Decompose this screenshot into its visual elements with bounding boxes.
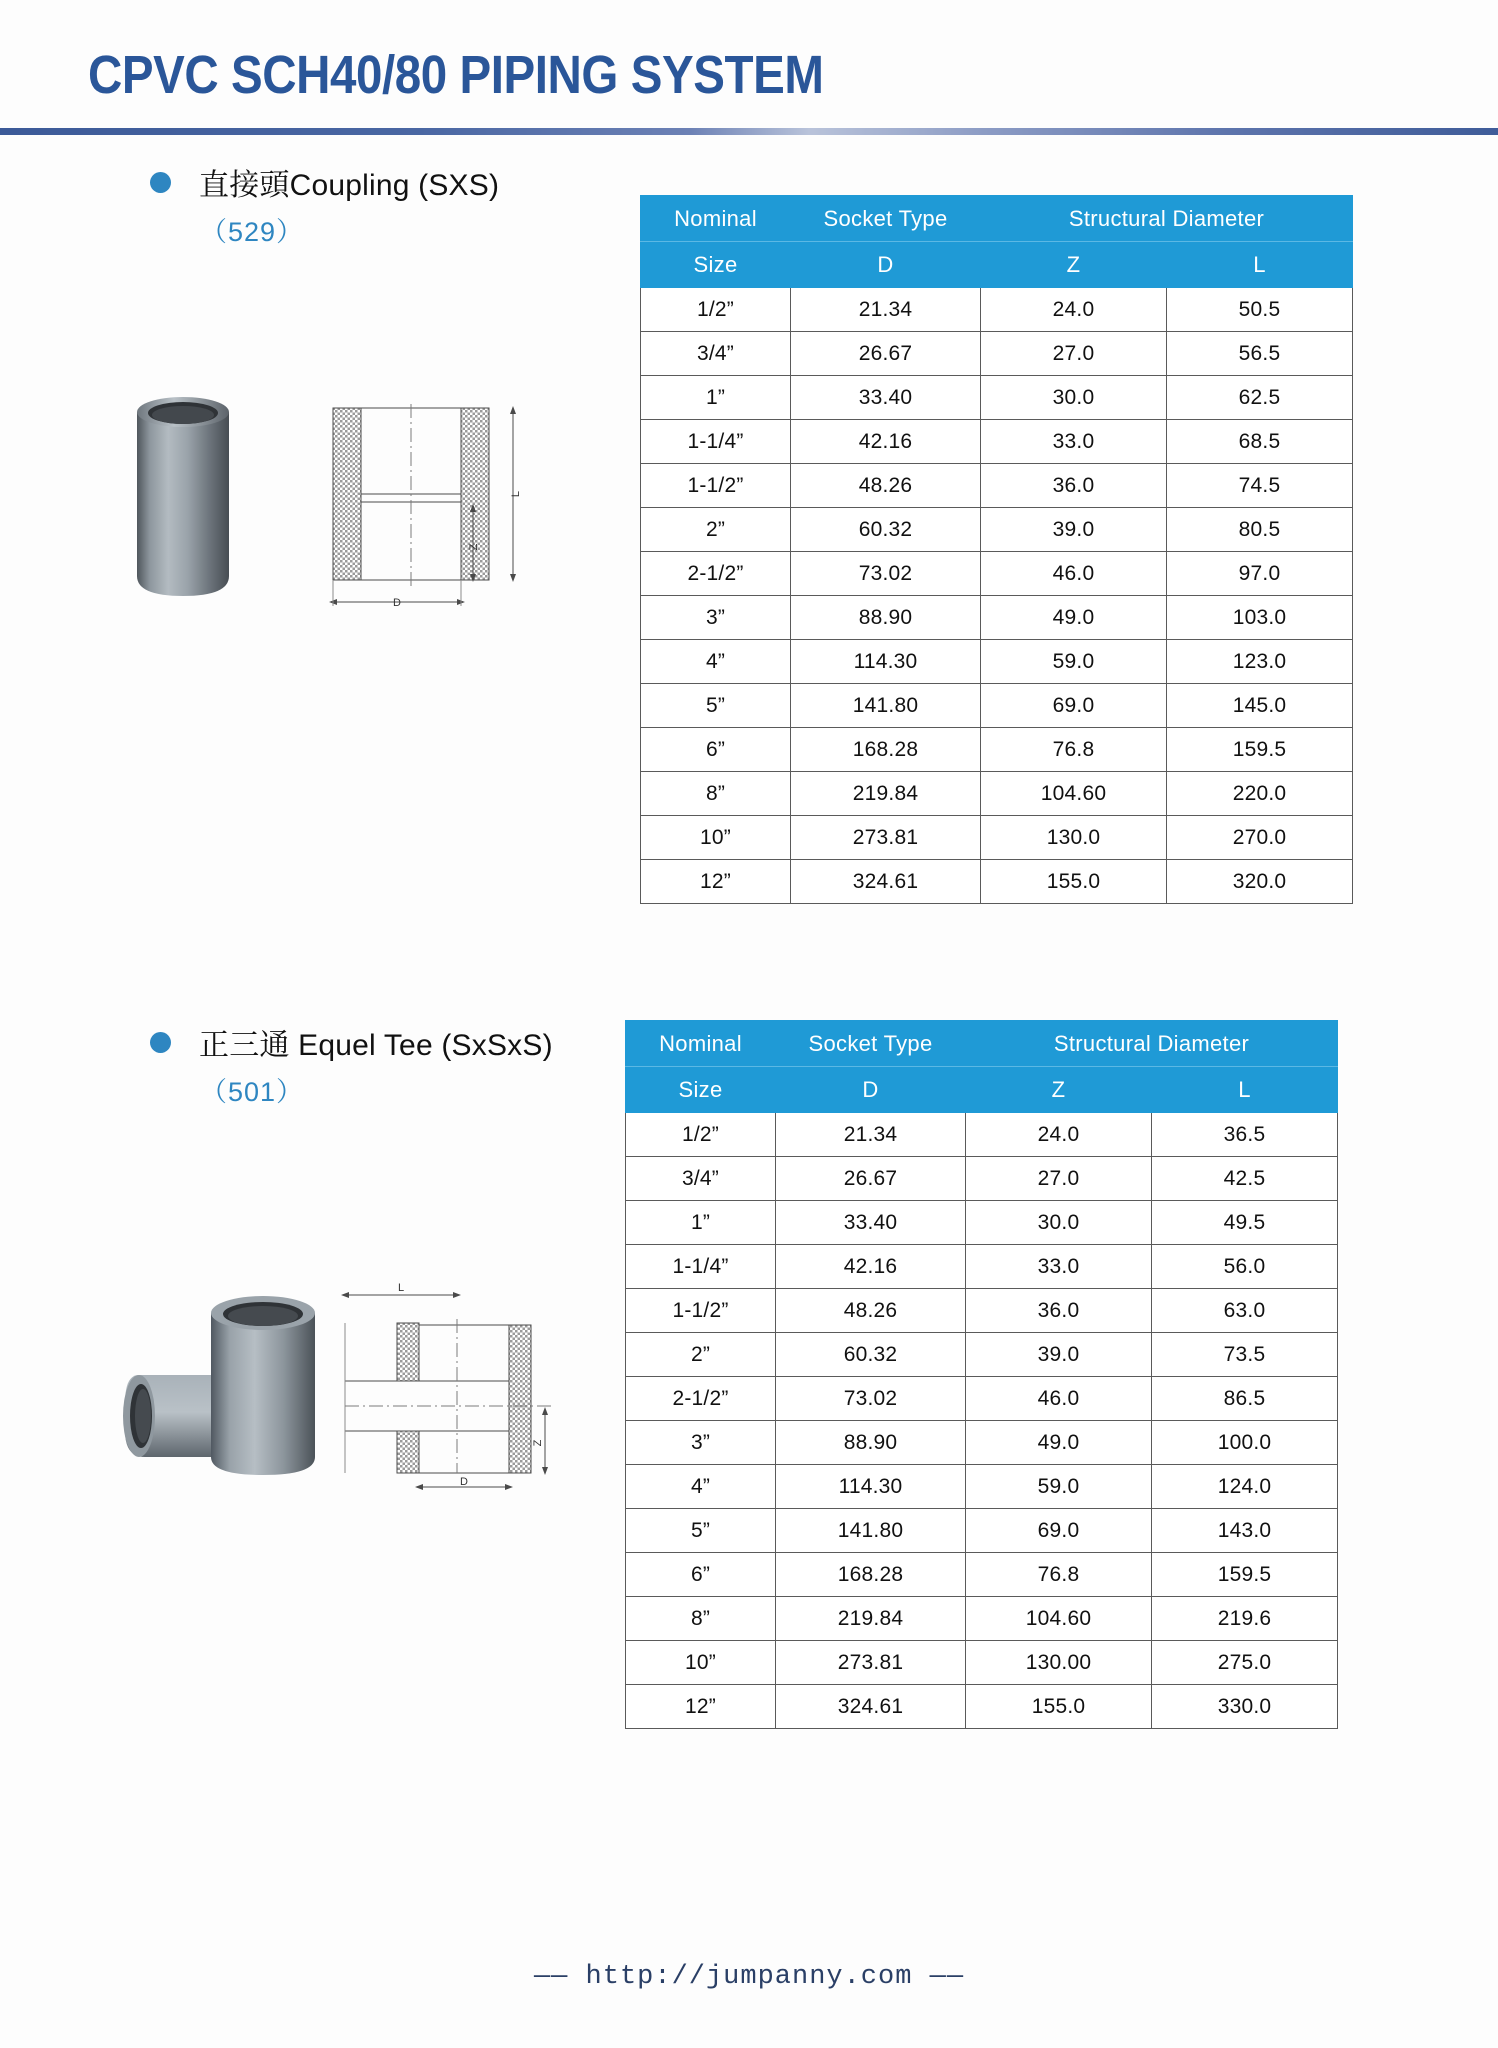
header-l: L <box>1167 242 1353 288</box>
cell-size: 12” <box>626 1685 776 1729</box>
cell-z: 76.8 <box>966 1553 1152 1597</box>
bullet-icon <box>150 1032 171 1053</box>
table-row <box>641 552 1353 596</box>
cell-l: 63.0 <box>1152 1289 1338 1333</box>
cell-d: 114.30 <box>791 640 981 684</box>
header-z: Z <box>966 1067 1152 1113</box>
cell-z: 30.0 <box>981 376 1167 420</box>
table-row <box>626 1553 1338 1597</box>
cell-d: 88.90 <box>791 596 981 640</box>
cell-l: 97.0 <box>1167 552 1353 596</box>
cell-d: 114.30 <box>776 1465 966 1509</box>
cell-d: 219.84 <box>776 1597 966 1641</box>
table-row <box>641 816 1353 860</box>
cell-z: 104.60 <box>966 1597 1152 1641</box>
drawing-label-d: D <box>393 597 401 609</box>
header-z: Z <box>981 242 1167 288</box>
cell-z: 30.0 <box>966 1201 1152 1245</box>
tee-photo <box>123 1296 315 1475</box>
table-header-sub-row <box>641 242 1353 288</box>
drawing-label-d: D <box>460 1476 468 1488</box>
table-row <box>641 420 1353 464</box>
cell-z: 69.0 <box>966 1509 1152 1553</box>
cell-l: 219.6 <box>1152 1597 1338 1641</box>
table-row <box>626 1289 1338 1333</box>
cell-d: 324.61 <box>776 1685 966 1729</box>
cell-size: 2” <box>626 1333 776 1377</box>
cell-l: 159.5 <box>1152 1553 1338 1597</box>
cell-l: 68.5 <box>1167 420 1353 464</box>
cell-size: 5” <box>641 684 791 728</box>
cell-d: 60.32 <box>776 1333 966 1377</box>
cell-z: 46.0 <box>966 1377 1152 1421</box>
cell-size: 1-1/4” <box>641 420 791 464</box>
table-row <box>626 1509 1338 1553</box>
cell-size: 1” <box>641 376 791 420</box>
section-product-code: （501） <box>200 1077 305 1107</box>
cell-l: 80.5 <box>1167 508 1353 552</box>
section-title-label: 正三通 Equel Tee (SxSxS) <box>199 1029 553 1062</box>
cell-size: 1” <box>626 1201 776 1245</box>
cell-d: 33.40 <box>791 376 981 420</box>
section-title-label: 直接頭Coupling (SXS) <box>199 169 500 202</box>
cell-z: 49.0 <box>981 596 1167 640</box>
cell-z: 39.0 <box>966 1333 1152 1377</box>
cell-l: 145.0 <box>1167 684 1353 728</box>
table-row <box>641 508 1353 552</box>
spec-table-coupling <box>640 195 1353 904</box>
spec-table-body <box>626 1113 1338 1729</box>
cell-z: 59.0 <box>981 640 1167 684</box>
table-row <box>626 1333 1338 1377</box>
footer-website-url: —— http://jumpanny.com —— <box>533 1962 965 1992</box>
cell-l: 143.0 <box>1152 1509 1338 1553</box>
cell-z: 59.0 <box>966 1465 1152 1509</box>
table-row <box>626 1113 1338 1157</box>
cell-size: 1-1/2” <box>641 464 791 508</box>
table-row <box>626 1245 1338 1289</box>
cell-size: 3/4” <box>641 332 791 376</box>
table-row <box>626 1685 1338 1729</box>
cell-size: 1-1/2” <box>626 1289 776 1333</box>
cell-size: 8” <box>626 1597 776 1641</box>
cell-l: 103.0 <box>1167 596 1353 640</box>
cell-z: 36.0 <box>966 1289 1152 1333</box>
cell-z: 24.0 <box>966 1113 1152 1157</box>
section-product-code: （529） <box>200 217 305 247</box>
cell-z: 46.0 <box>981 552 1167 596</box>
cell-l: 275.0 <box>1152 1641 1338 1685</box>
cell-size: 3” <box>626 1421 776 1465</box>
table-row <box>641 640 1353 684</box>
section-heading-coupling <box>150 160 499 204</box>
cell-d: 48.26 <box>791 464 981 508</box>
header-l: L <box>1152 1067 1338 1113</box>
cell-z: 33.0 <box>966 1245 1152 1289</box>
cell-size: 2” <box>641 508 791 552</box>
cell-d: 26.67 <box>776 1157 966 1201</box>
cell-z: 69.0 <box>981 684 1167 728</box>
coupling-illustration <box>115 390 555 620</box>
cell-l: 124.0 <box>1152 1465 1338 1509</box>
cell-d: 168.28 <box>791 728 981 772</box>
cell-d: 42.16 <box>791 420 981 464</box>
cell-z: 130.0 <box>981 816 1167 860</box>
cell-size: 6” <box>641 728 791 772</box>
cell-l: 50.5 <box>1167 288 1353 332</box>
header-socket: Socket Type <box>791 196 981 242</box>
cell-z: 155.0 <box>966 1685 1152 1729</box>
table-row <box>626 1465 1338 1509</box>
cell-l: 159.5 <box>1167 728 1353 772</box>
table-row <box>641 288 1353 332</box>
cell-l: 330.0 <box>1152 1685 1338 1729</box>
table-row <box>641 772 1353 816</box>
header-size: Size <box>626 1067 776 1113</box>
drawing-label-z: Z <box>468 543 480 551</box>
cell-z: 24.0 <box>981 288 1167 332</box>
header-d: D <box>791 242 981 288</box>
cell-l: 320.0 <box>1167 860 1353 904</box>
table-row <box>626 1641 1338 1685</box>
cell-d: 219.84 <box>791 772 981 816</box>
table-row <box>641 684 1353 728</box>
cell-l: 86.5 <box>1152 1377 1338 1421</box>
cell-d: 73.02 <box>791 552 981 596</box>
cell-d: 42.16 <box>776 1245 966 1289</box>
cell-z: 27.0 <box>966 1157 1152 1201</box>
tee-section-drawing <box>341 1282 555 1490</box>
cell-d: 48.26 <box>776 1289 966 1333</box>
cell-d: 21.34 <box>776 1113 966 1157</box>
table-row <box>626 1377 1338 1421</box>
cell-z: 36.0 <box>981 464 1167 508</box>
drawing-label-l: L <box>397 1282 405 1294</box>
cell-d: 33.40 <box>776 1201 966 1245</box>
cell-size: 12” <box>641 860 791 904</box>
cell-l: 36.5 <box>1152 1113 1338 1157</box>
cell-size: 1/2” <box>626 1113 776 1157</box>
table-row <box>626 1597 1338 1641</box>
cell-l: 56.0 <box>1152 1245 1338 1289</box>
cell-d: 21.34 <box>791 288 981 332</box>
header-structural: Structural Diameter <box>966 1021 1338 1067</box>
cell-size: 5” <box>626 1509 776 1553</box>
header-socket: Socket Type <box>776 1021 966 1067</box>
spec-table-body <box>641 288 1353 904</box>
cell-l: 74.5 <box>1167 464 1353 508</box>
cell-size: 3/4” <box>626 1157 776 1201</box>
header-nominal: Nominal <box>626 1021 776 1067</box>
table-row <box>641 596 1353 640</box>
coupling-photo <box>137 397 229 596</box>
cell-d: 141.80 <box>776 1509 966 1553</box>
cell-d: 168.28 <box>776 1553 966 1597</box>
cell-z: 76.8 <box>981 728 1167 772</box>
cell-d: 141.80 <box>791 684 981 728</box>
table-row <box>641 728 1353 772</box>
cell-z: 33.0 <box>981 420 1167 464</box>
cell-l: 123.0 <box>1167 640 1353 684</box>
tee-illustration <box>115 1235 575 1488</box>
coupling-section-drawing <box>329 404 522 609</box>
cell-size: 4” <box>641 640 791 684</box>
cell-l: 49.5 <box>1152 1201 1338 1245</box>
cell-z: 130.00 <box>966 1641 1152 1685</box>
cell-l: 56.5 <box>1167 332 1353 376</box>
cell-l: 62.5 <box>1167 376 1353 420</box>
cell-z: 39.0 <box>981 508 1167 552</box>
spec-table-equal-tee <box>625 1020 1338 1729</box>
cell-d: 26.67 <box>791 332 981 376</box>
page-title: CPVC SCH40/80 PIPING SYSTEM <box>88 45 824 105</box>
cell-size: 4” <box>626 1465 776 1509</box>
cell-z: 155.0 <box>981 860 1167 904</box>
header-divider-rule <box>0 128 1498 135</box>
cell-l: 73.5 <box>1152 1333 1338 1377</box>
cell-d: 273.81 <box>776 1641 966 1685</box>
table-row <box>641 464 1353 508</box>
cell-size: 8” <box>641 772 791 816</box>
header-nominal: Nominal <box>641 196 791 242</box>
cell-z: 104.60 <box>981 772 1167 816</box>
drawing-label-z: Z <box>532 1439 544 1447</box>
cell-d: 88.90 <box>776 1421 966 1465</box>
table-row <box>626 1421 1338 1465</box>
cell-size: 2-1/2” <box>641 552 791 596</box>
cell-size: 10” <box>641 816 791 860</box>
table-header-group-row <box>641 196 1353 242</box>
cell-size: 6” <box>626 1553 776 1597</box>
header-structural: Structural Diameter <box>981 196 1353 242</box>
cell-d: 324.61 <box>791 860 981 904</box>
cell-size: 2-1/2” <box>626 1377 776 1421</box>
drawing-label-l: L <box>510 490 522 498</box>
table-row <box>641 860 1353 904</box>
cell-l: 100.0 <box>1152 1421 1338 1465</box>
cell-z: 27.0 <box>981 332 1167 376</box>
cell-z: 49.0 <box>966 1421 1152 1465</box>
table-header-sub-row <box>626 1067 1338 1113</box>
cell-l: 220.0 <box>1167 772 1353 816</box>
cell-d: 273.81 <box>791 816 981 860</box>
cell-size: 3” <box>641 596 791 640</box>
header-size: Size <box>641 242 791 288</box>
section-heading-tee <box>150 1020 553 1064</box>
cell-size: 1/2” <box>641 288 791 332</box>
table-row <box>626 1201 1338 1245</box>
table-row <box>626 1157 1338 1201</box>
cell-l: 270.0 <box>1167 816 1353 860</box>
table-row <box>641 332 1353 376</box>
cell-d: 60.32 <box>791 508 981 552</box>
cell-d: 73.02 <box>776 1377 966 1421</box>
table-header-group-row <box>626 1021 1338 1067</box>
header-d: D <box>776 1067 966 1113</box>
cell-l: 42.5 <box>1152 1157 1338 1201</box>
table-row <box>641 376 1353 420</box>
cell-size: 1-1/4” <box>626 1245 776 1289</box>
bullet-icon <box>150 172 171 193</box>
cell-size: 10” <box>626 1641 776 1685</box>
